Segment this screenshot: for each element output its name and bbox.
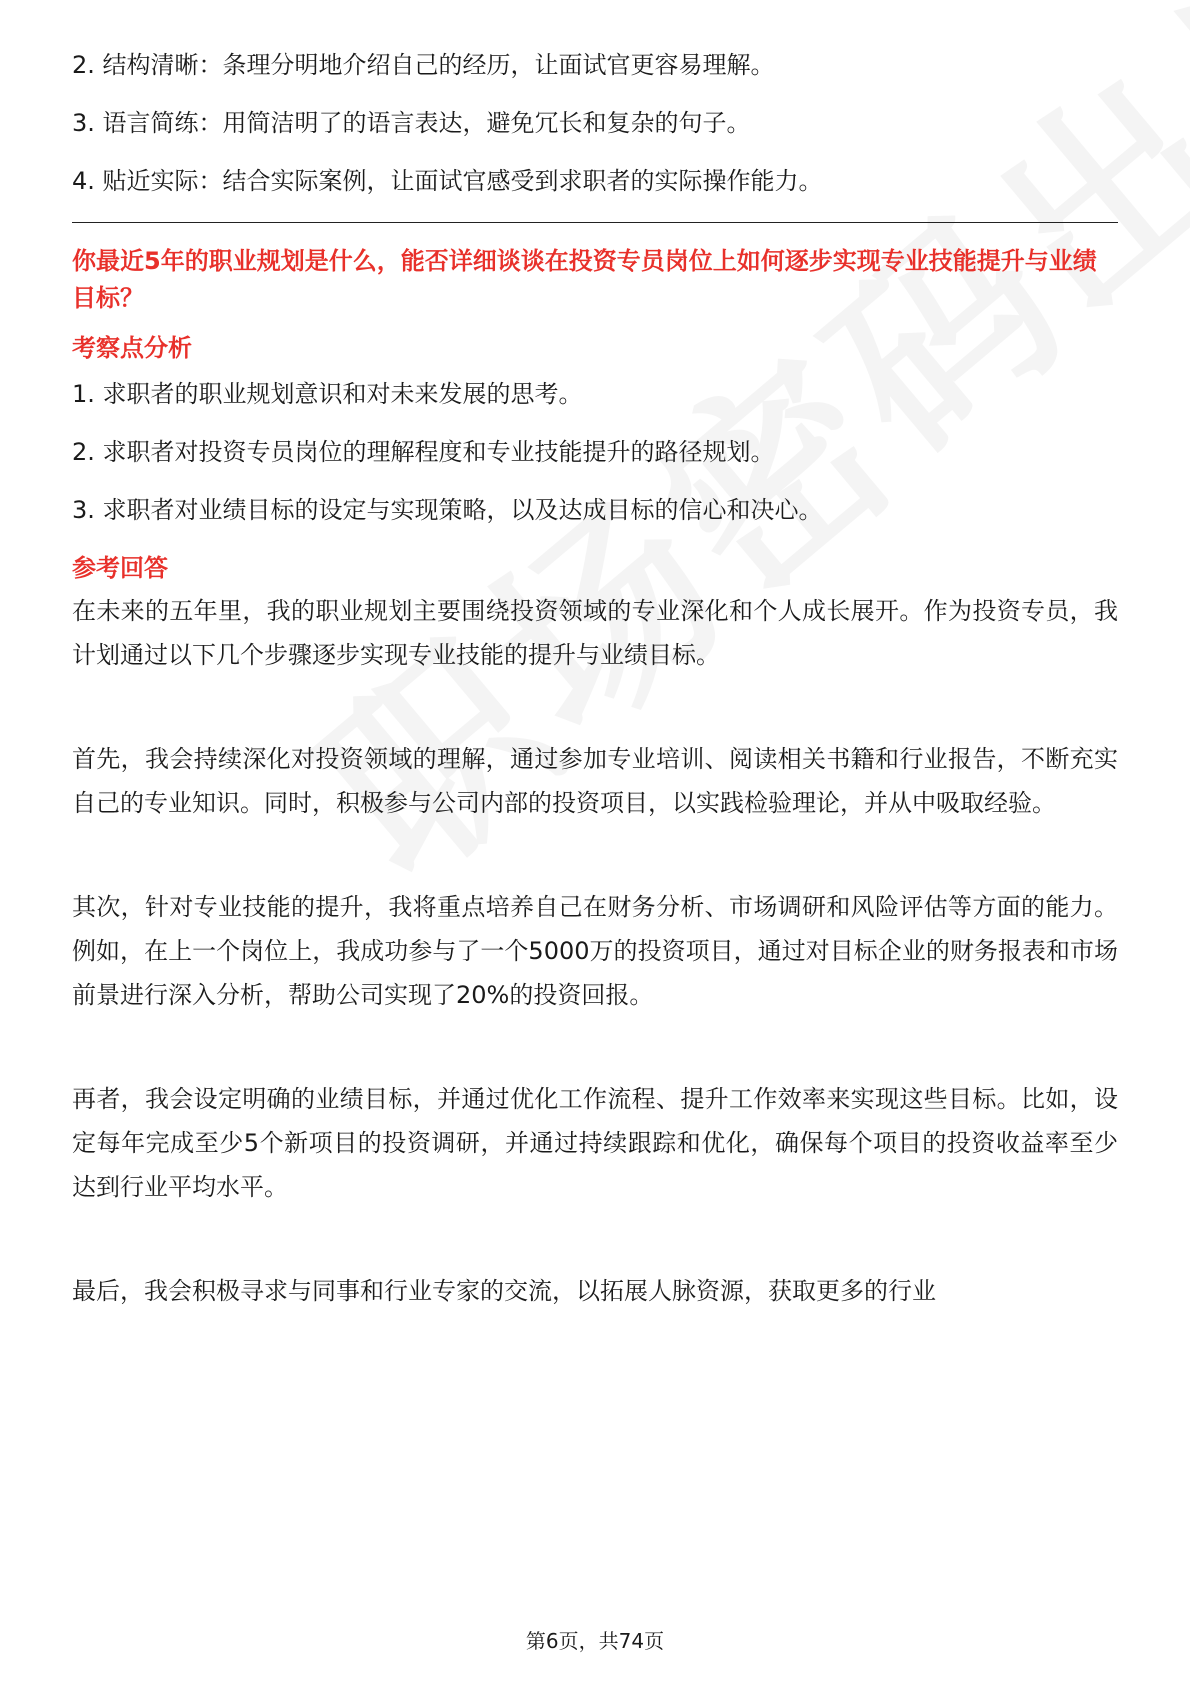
analysis-item: 1. 求职者的职业规划意识和对未来发展的思考。 [72, 380, 583, 408]
tip-item: 2. 结构清晰：条理分明地介绍自己的经历，让面试官更容易理解。 [72, 51, 775, 79]
analysis-item: 2. 求职者对投资专员岗位的理解程度和专业技能提升的路径规划。 [72, 438, 775, 466]
section-divider [72, 222, 1118, 223]
analysis-section [72, 331, 1118, 527]
answer-paragraph: 首先，我会持续深化对投资领域的理解，通过参加专业培训、阅读相关书籍和行业报告，不断充实自己的专业知识。同时，积极参与公司内部的投资项目，以实践检验理论，并从中吸取经验。 [72, 745, 1118, 817]
interview-question: 你最近5年的职业规划是什么，能否详细谈谈在投资专员岗位上如何逐步实现专业技能提升与业绩目标？ [72, 247, 1097, 312]
page-content [72, 48, 1118, 1313]
answer-paragraph: 其次，针对专业技能的提升，我将重点培养自己在财务分析、市场调研和风险评估等方面的能力。例如，在上一个岗位上，我成功参与了一个5000万的投资项目，通过对目标企业的财务报表和市场前景进行深入分析，帮助公司实现了20%的投资回报。 [72, 893, 1118, 1009]
tips-list [72, 48, 1118, 198]
answer-paragraph: 最后，我会积极寻求与同事和行业专家的交流，以拓展人脉资源，获取更多的行业 [72, 1277, 936, 1305]
answer-paragraph: 再者，我会设定明确的业绩目标，并通过优化工作流程、提升工作效率来实现这些目标。比如，设定每年完成至少5个新项目的投资调研，并通过持续跟踪和优化，确保每个项目的投资收益率至少达到行业平均水平。 [72, 1085, 1118, 1201]
tip-item: 4. 贴近实际：结合实际案例，让面试官感受到求职者的实际操作能力。 [72, 167, 823, 195]
analysis-item: 3. 求职者对业绩目标的设定与实现策略，以及达成目标的信心和决心。 [72, 496, 823, 524]
tip-item: 3. 语言简练：用简洁明了的语言表达，避免冗长和复杂的句子。 [72, 109, 751, 137]
answer-heading: 参考回答 [72, 554, 168, 582]
page-number: 第6页，共74页 [525, 1629, 665, 1653]
analysis-heading: 考察点分析 [72, 334, 192, 362]
answer-section [72, 551, 1118, 1313]
answer-paragraph: 在未来的五年里，我的职业规划主要围绕投资领域的专业深化和个人成长展开。作为投资专员，我计划通过以下几个步骤逐步实现专业技能的提升与业绩目标。 [72, 597, 1118, 669]
